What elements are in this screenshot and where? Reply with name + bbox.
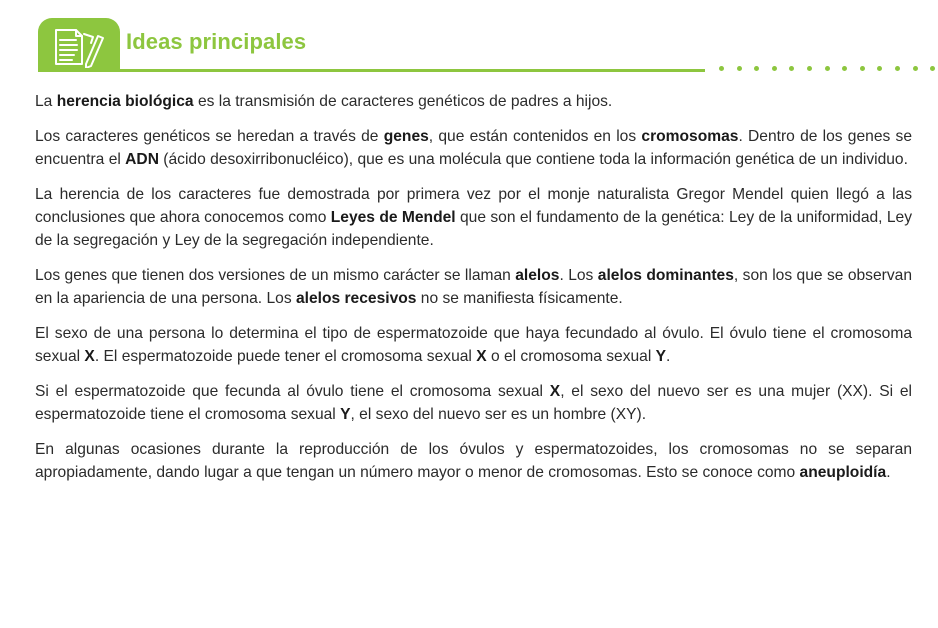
paragraph xyxy=(35,183,912,252)
text-segment: Si el espermatozoide que fecunda al óvulo tiene el cromosoma sexual xyxy=(35,383,550,400)
text-segment: En algunas ocasiones durante la reproducción de los óvulos y espermatozoides, los cromosomas no se separan apropiadamente, dando lugar a que tengan un número mayor o menor de cromosomas. Esto se conoce como xyxy=(35,441,912,481)
bold-term: herencia biológica xyxy=(56,93,194,110)
bold-term: alelos dominantes xyxy=(597,267,734,284)
bold-term: X xyxy=(84,348,95,365)
header-icon-tab xyxy=(38,18,120,72)
bold-term: genes xyxy=(383,128,429,145)
paragraph xyxy=(35,264,912,310)
bold-term: Y xyxy=(340,406,351,423)
text-segment: , que están contenidos en los xyxy=(428,128,642,145)
bold-term: ADN xyxy=(125,151,159,168)
bold-term: Y xyxy=(655,348,667,365)
text-segment: . Dentro de los genes se encuentra el xyxy=(35,128,912,168)
header-rule xyxy=(38,69,705,72)
text-segment: , el sexo del nuevo ser es una mujer (XX). Si el espermatozoide tiene el cromosoma sexual xyxy=(35,383,912,423)
text-segment: , el sexo del nuevo ser es un hombre (XY). xyxy=(350,406,647,423)
bold-term: Leyes de Mendel xyxy=(330,209,456,226)
paragraph xyxy=(35,380,912,426)
main-content xyxy=(35,90,912,496)
text-segment: La xyxy=(35,93,57,110)
bold-term: cromosomas xyxy=(641,128,739,145)
text-segment: (ácido desoxirribonucléico), que es una molécula que contiene toda la información genética de un individuo. xyxy=(158,151,908,168)
text-segment: que son el fundamento de la genética: Ley de la uniformidad, Ley de la segregación y Ley de la segregación independiente. xyxy=(35,209,913,249)
paragraph xyxy=(35,438,912,484)
text-segment: . Los xyxy=(559,267,598,284)
text-segment: o el cromosoma sexual xyxy=(486,348,656,365)
text-segment: . xyxy=(886,464,891,481)
text-segment: La herencia de los caracteres fue demostrada por primera vez por el monje naturalista Gregor Mendel quien llegó a las conclusiones que ahora conocemos como xyxy=(35,186,912,226)
documents-pencil-icon xyxy=(50,24,108,68)
section-title: Ideas principales xyxy=(126,29,307,54)
text-segment: Los genes que tienen dos versiones de un mismo carácter se llaman xyxy=(35,267,516,284)
text-segment: , son los que se observan en la apariencia de una persona. Los xyxy=(35,267,912,307)
dotted-divider xyxy=(719,66,938,71)
paragraph xyxy=(35,322,912,368)
text-segment: . El espermatozoide puede tener el cromosoma sexual xyxy=(94,348,477,365)
bold-term: alelos xyxy=(515,267,560,284)
section-header xyxy=(0,0,938,80)
bold-term: X xyxy=(476,348,487,365)
paragraph xyxy=(35,90,912,113)
text-segment: Los caracteres genéticos se heredan a través de xyxy=(35,128,384,145)
bold-term: aneuploidía xyxy=(799,464,887,481)
text-segment: es la transmisión de caracteres genéticos de padres a hijos. xyxy=(193,93,613,110)
paragraph xyxy=(35,125,912,171)
bold-term: alelos recesivos xyxy=(295,290,417,307)
text-segment: no se manifiesta físicamente. xyxy=(416,290,623,307)
bold-term: X xyxy=(549,383,561,400)
text-segment: . xyxy=(666,348,671,365)
text-segment: El sexo de una persona lo determina el tipo de espermatozoide que haya fecundado al óvulo. El óvulo tiene el cromosoma sexual xyxy=(35,325,912,365)
